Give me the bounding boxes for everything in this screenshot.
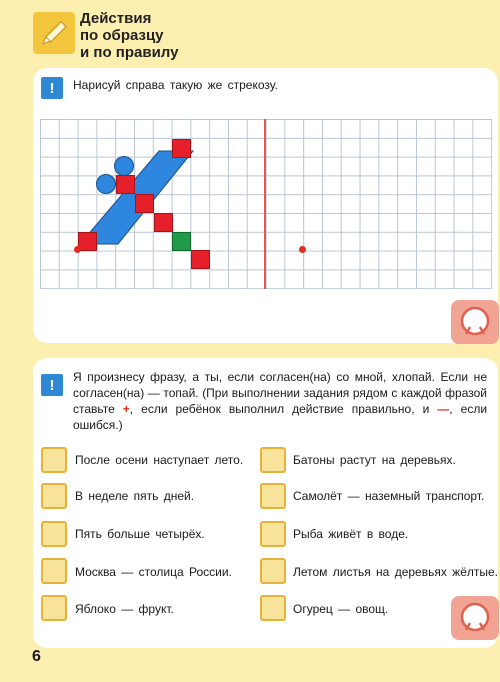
statement-text: В неделе пять дней. xyxy=(75,489,195,503)
title-line: Действия xyxy=(80,10,152,27)
section-title xyxy=(80,10,250,61)
statement-text: После осени наступает лето. xyxy=(75,453,244,467)
red-square xyxy=(191,250,210,269)
red-square xyxy=(135,194,154,213)
statement-text: Летом листья на деревьях жёлтые. xyxy=(293,565,499,579)
green-square xyxy=(172,232,191,251)
statement-text: Рыба живёт в воде. xyxy=(293,527,409,541)
red-square xyxy=(116,175,135,194)
statement-text: Огурец — овощ. xyxy=(293,602,389,616)
page-number: 6 xyxy=(32,648,41,665)
instruction-text: Я произнесу фразу, а ты, если согласен(на) со мной, хлопай. Если не согласен(на) — топай. (При выполнении задания рядом с каждой фразой ставьте xyxy=(73,370,487,416)
red-square xyxy=(154,213,173,232)
answer-checkbox[interactable] xyxy=(260,521,286,547)
plus-sign: + xyxy=(122,402,130,416)
dragonfly-sample xyxy=(40,119,270,289)
answer-checkbox[interactable] xyxy=(41,521,67,547)
title-line: и по правилу xyxy=(80,44,179,61)
answer-checkbox[interactable] xyxy=(41,483,67,509)
answer-checkbox[interactable] xyxy=(41,447,67,473)
instruction-text: , если ошибся.) xyxy=(73,402,488,432)
start-dot[interactable] xyxy=(299,246,306,253)
answer-checkbox[interactable] xyxy=(260,558,286,584)
pencil-icon xyxy=(33,12,75,54)
statement-text: Пять больше четырёх. xyxy=(75,527,205,541)
red-square xyxy=(172,139,191,158)
task-instruction: Нарисуй справа такую же стрекозу. xyxy=(73,78,278,92)
statement-text: Батоны растут на деревьях. xyxy=(293,453,456,467)
answer-checkbox[interactable] xyxy=(260,483,286,509)
assessment-icon xyxy=(451,300,499,344)
statement-text: Москва — столица России. xyxy=(75,565,232,579)
answer-checkbox[interactable] xyxy=(260,447,286,473)
dragonfly-eye xyxy=(96,174,116,194)
answer-checkbox[interactable] xyxy=(41,595,67,621)
exclamation-icon: ! xyxy=(41,77,63,99)
assessment-icon xyxy=(451,596,499,640)
title-line: по образцу xyxy=(80,27,164,44)
dragonfly-eye xyxy=(114,156,134,176)
statement-text: Самолёт — наземный транспорт. xyxy=(293,489,485,503)
statement-text: Яблоко — фрукт. xyxy=(75,602,174,616)
answer-checkbox[interactable] xyxy=(260,595,286,621)
answer-checkbox[interactable] xyxy=(41,558,67,584)
minus-sign: — xyxy=(437,402,450,416)
task-instruction xyxy=(73,369,487,433)
exclamation-icon: ! xyxy=(41,374,63,396)
instruction-text: , если ребёнок выполнил действие правильно, и xyxy=(129,402,438,416)
start-dot xyxy=(74,246,81,253)
